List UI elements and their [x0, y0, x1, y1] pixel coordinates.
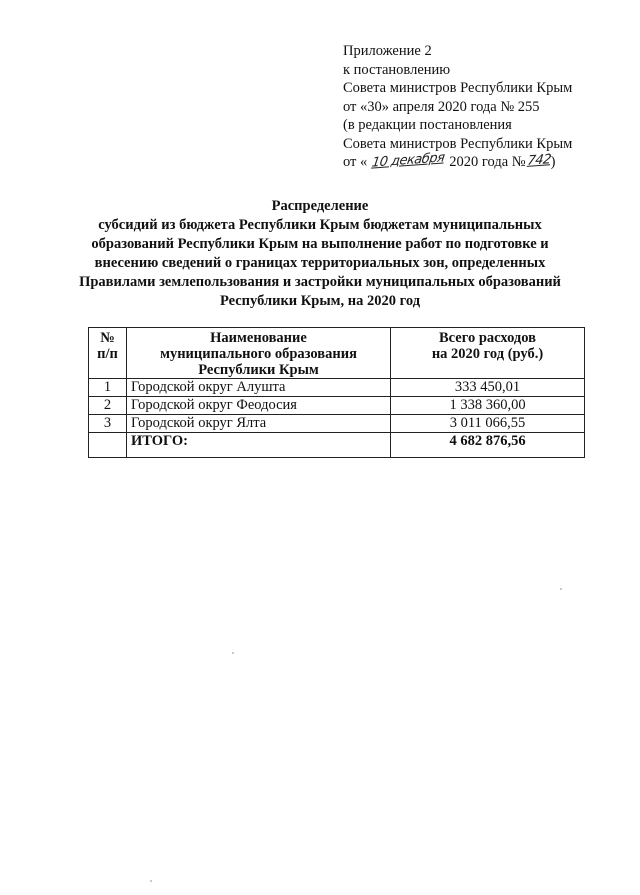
handwritten-date: 10 декабря	[371, 150, 446, 171]
header-municipality	[127, 328, 391, 379]
cell-municipality: Городской округ Ялта	[127, 415, 391, 433]
appendix-amendment-line	[343, 150, 572, 173]
title-line: субсидий из бюджета Республики Крым бюджетам муниципальных	[98, 217, 542, 233]
title-line: Распределение	[271, 198, 369, 214]
handwritten-number: 742	[526, 152, 552, 169]
table-row	[89, 379, 585, 397]
header-text: Наименование	[210, 330, 307, 346]
appendix-line: Совета министров Республики Крым	[343, 80, 573, 96]
cell-number: 2	[89, 397, 127, 415]
total-row	[89, 433, 585, 458]
cell-number	[89, 433, 127, 458]
header-total-expenses	[391, 328, 585, 379]
table-header-row	[89, 328, 585, 379]
cell-municipality: Городской округ Алушта	[127, 379, 391, 397]
document-title	[60, 197, 580, 311]
header-text: муниципального образования	[160, 346, 357, 362]
header-number	[89, 328, 127, 379]
appendix-block	[343, 42, 572, 173]
distribution-table	[88, 327, 585, 458]
cell-amount: 3 011 066,55	[391, 415, 585, 433]
scan-speck	[560, 588, 562, 590]
scan-speck	[150, 880, 152, 882]
appendix-line: к постановлению	[343, 61, 451, 78]
appendix-line: (в редакции постановления	[343, 117, 512, 133]
header-text: Всего расходов	[439, 330, 536, 346]
header-text: Республики Крым	[198, 362, 319, 378]
title-line: внесению сведений о границах территориальных зон, определенных	[94, 255, 546, 271]
total-amount: 4 682 876,56	[391, 433, 585, 458]
cell-amount: 1 338 360,00	[391, 397, 585, 415]
header-text: №	[100, 330, 115, 346]
amendment-prefix: от «	[343, 154, 368, 170]
table-row	[89, 415, 585, 433]
scan-speck	[232, 652, 234, 654]
appendix-line: Совета министров Республики Крым	[343, 135, 573, 152]
cell-number: 1	[89, 379, 127, 397]
cell-municipality: Городской округ Феодосия	[127, 397, 391, 415]
cell-amount: 333 450,01	[391, 379, 585, 397]
header-text: на 2020 год (руб.)	[431, 346, 544, 362]
amendment-suffix: )	[550, 154, 556, 170]
amendment-middle: 2020 года №	[449, 154, 526, 170]
table-row	[89, 397, 585, 415]
cell-number: 3	[89, 415, 127, 433]
title-line: Республики Крым, на 2020 год	[219, 293, 421, 309]
title-line: образований Республики Крым на выполнение работ по подготовке и	[91, 236, 549, 252]
header-text: п/п	[97, 346, 118, 362]
title-line: Правилами землепользования и застройки муниципальных образований	[79, 274, 561, 290]
total-label: ИТОГО:	[127, 433, 391, 458]
appendix-line: Приложение 2	[343, 43, 432, 59]
appendix-line: от «30» апреля 2020 года № 255	[343, 98, 540, 115]
